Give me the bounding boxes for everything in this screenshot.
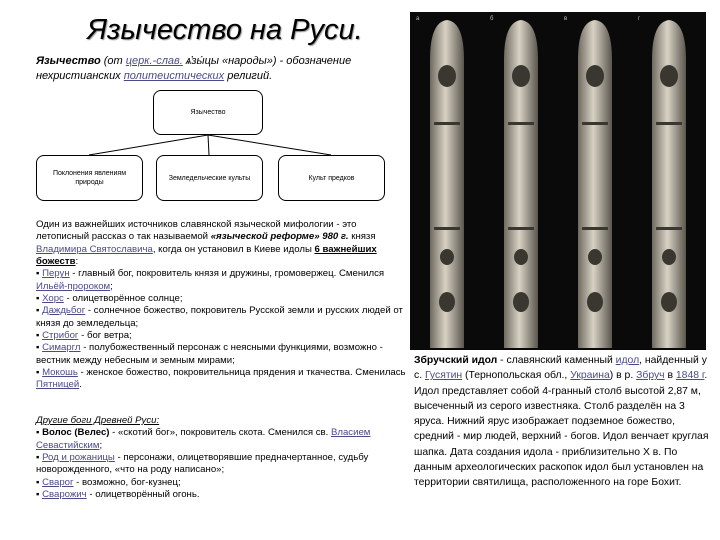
list-item: ▪ Хорс - олицетворённое солнце; xyxy=(36,293,183,305)
connector-left xyxy=(89,135,208,155)
intro-text-3: религий. xyxy=(224,70,273,82)
link-zbruch[interactable]: Збруч xyxy=(636,370,665,382)
link-ukraine[interactable]: Украина xyxy=(570,370,610,382)
diagram-root-node: Язычество xyxy=(153,90,263,135)
text: - женское божество, покровительница прядения и ткачества. Сменилась xyxy=(77,367,406,379)
link-vlasiy[interactable]: Власием Севастийским xyxy=(36,427,371,451)
list-item: ▪ Симаргл - полубожественный персонаж с неясными функциями, возможно - вестник между небесным и земным мирами; xyxy=(36,342,383,366)
list-item: ▪ Род и рожаницы - персонажи, олицетворявшие предначертанное, судьбу новорожденного, «что на роду написано»; xyxy=(36,452,369,476)
link-pyatnitsa[interactable]: Пятницей xyxy=(36,379,80,391)
link-svarog[interactable]: Сварог xyxy=(42,476,74,488)
text: , когда он установил в Киеве идолы xyxy=(152,243,315,255)
photo-label-c: в xyxy=(564,16,568,22)
idol-face-d xyxy=(652,20,686,348)
text: (Тернопольская обл., xyxy=(462,370,571,382)
caption-title: Збручский идол xyxy=(414,355,498,366)
link-svarozhich[interactable]: Сварожич xyxy=(42,489,87,501)
page-title: Язычество на Руси. xyxy=(87,14,363,46)
text: - солнечное божество, покровитель Русской земли и русских людей от князя до земледельца; xyxy=(36,305,403,329)
other-gods-heading: Другие боги Древней Руси: xyxy=(36,415,160,426)
text: ) в р. xyxy=(609,370,637,382)
text: Один из важнейших источников славянской языческой мифологии - это летописный рассказ о так называемой xyxy=(36,219,357,243)
text: - персонажи, олицетворявшие предначертанное, судьбу новорожденного, «что на роду написано»; xyxy=(36,452,369,476)
list-item: ▪ Волос (Велес) - «скотий бог», покровитель скота. Сменился св. Власием Севастийским; xyxy=(36,427,371,451)
idol-face-c xyxy=(578,20,612,348)
photo-label-a: а xyxy=(416,16,420,22)
six-deities: 6 важнейших божеств xyxy=(36,243,377,268)
diagram-node-nature: Поклонения явлениям природы xyxy=(36,155,143,201)
intro-text-1: (от xyxy=(100,55,126,67)
list-item: ▪ Сварожич - олицетворённый огонь. xyxy=(36,489,200,501)
main-text xyxy=(36,219,406,392)
zbruch-idol-photo xyxy=(410,12,706,350)
photo-label-d: г xyxy=(638,16,641,22)
text: ; xyxy=(110,280,113,292)
connector-center xyxy=(208,135,209,155)
text: - главный бог, покровитель князя и дружины, громовержец. Сменился xyxy=(69,268,385,280)
text: в xyxy=(664,370,676,382)
text: , найденный у с. xyxy=(414,355,707,382)
diagram-node-agriculture: Земледельческие культы xyxy=(156,155,263,201)
link-mokosh[interactable]: Мокошь xyxy=(42,367,78,379)
list-item: ▪ Стрибог - бог ветра; xyxy=(36,330,132,342)
text: : xyxy=(75,256,79,268)
connector-right xyxy=(208,135,331,155)
reform-paragraph xyxy=(36,219,406,268)
text: - олицетворённое солнце; xyxy=(63,293,183,305)
text: - бог ветра; xyxy=(78,330,132,342)
link-ilya[interactable]: Ильёй-пророком xyxy=(36,280,111,292)
link-gusyatin[interactable]: Гусятин xyxy=(424,370,463,382)
text: князя xyxy=(348,231,376,243)
link-simargl[interactable]: Симаргл xyxy=(42,342,81,354)
photo-label-b: б xyxy=(490,16,494,22)
list-item: ▪ Сварог - возможно, бог-кузнец; xyxy=(36,476,181,488)
list-item: ▪ Даждьбог - солнечное божество, покровитель Русской земли и русских людей от князя до земледельца; xyxy=(36,305,403,329)
idol-caption xyxy=(414,353,710,491)
link-1848[interactable]: 1848 г xyxy=(675,370,705,382)
idol-face-a xyxy=(430,20,464,348)
text: - славянский каменный xyxy=(497,355,616,366)
link-rod[interactable]: Род и рожаницы xyxy=(42,452,115,464)
link-polytheistic[interactable]: политеистических xyxy=(123,70,225,82)
link-khors[interactable]: Хорс xyxy=(42,293,64,305)
intro-text-2: ѧ҆зы́цы «народы») - обозначение нехристианских xyxy=(36,55,352,82)
list-item: ▪ Перун - главный бог, покровитель князя и дружины, громовержец. Сменился Ильёй-пророком; xyxy=(36,268,385,292)
idol-face-b xyxy=(504,20,538,348)
diagram-node-ancestors: Культ предков xyxy=(278,155,385,201)
intro-term: Язычество xyxy=(36,55,101,67)
link-perun[interactable]: Перун xyxy=(42,268,70,280)
text: . Идол представляет собой 4-гранный столб высотой 2,87 м, высеченный из серого известняка. Столб разделён на 3 яруса. Нижний ярус изображает подземное божество, средний - мир людей, верхний - богов. Идол венчает круглая шапка. Дата создания идола - приблизительно X в. По данным археологических раскопок идол был установлен на территории святилища, расположенного на горе Бохит. xyxy=(414,370,709,489)
text: ; xyxy=(99,439,103,451)
text: - «скотий бог», покровитель скота. Сменился св. xyxy=(109,427,331,439)
link-vladimir[interactable]: Владимира Святославича xyxy=(36,243,153,255)
link-church-slavonic[interactable]: церк.-слав. xyxy=(125,55,183,67)
link-dazhdbog[interactable]: Даждьбог xyxy=(42,305,86,317)
veles-name: Волос (Велес) xyxy=(42,427,110,439)
idol-illustration xyxy=(410,12,706,350)
text: . xyxy=(79,379,82,391)
other-gods-section xyxy=(36,415,406,501)
reform-date: «языческой реформе» 980 г. xyxy=(210,231,349,243)
text: - полубожественный персонаж с неясными функциями, возможно - вестник между небесным и земным мирами; xyxy=(36,342,383,366)
text: - олицетворённый огонь. xyxy=(86,489,200,501)
list-item: ▪ Мокошь - женское божество, покровительница прядения и ткачества. Сменилась Пятницей. xyxy=(36,367,406,391)
link-stribog[interactable]: Стрибог xyxy=(42,330,79,342)
text: - возможно, бог-кузнец; xyxy=(73,476,181,488)
link-idol[interactable]: идол xyxy=(615,355,640,366)
